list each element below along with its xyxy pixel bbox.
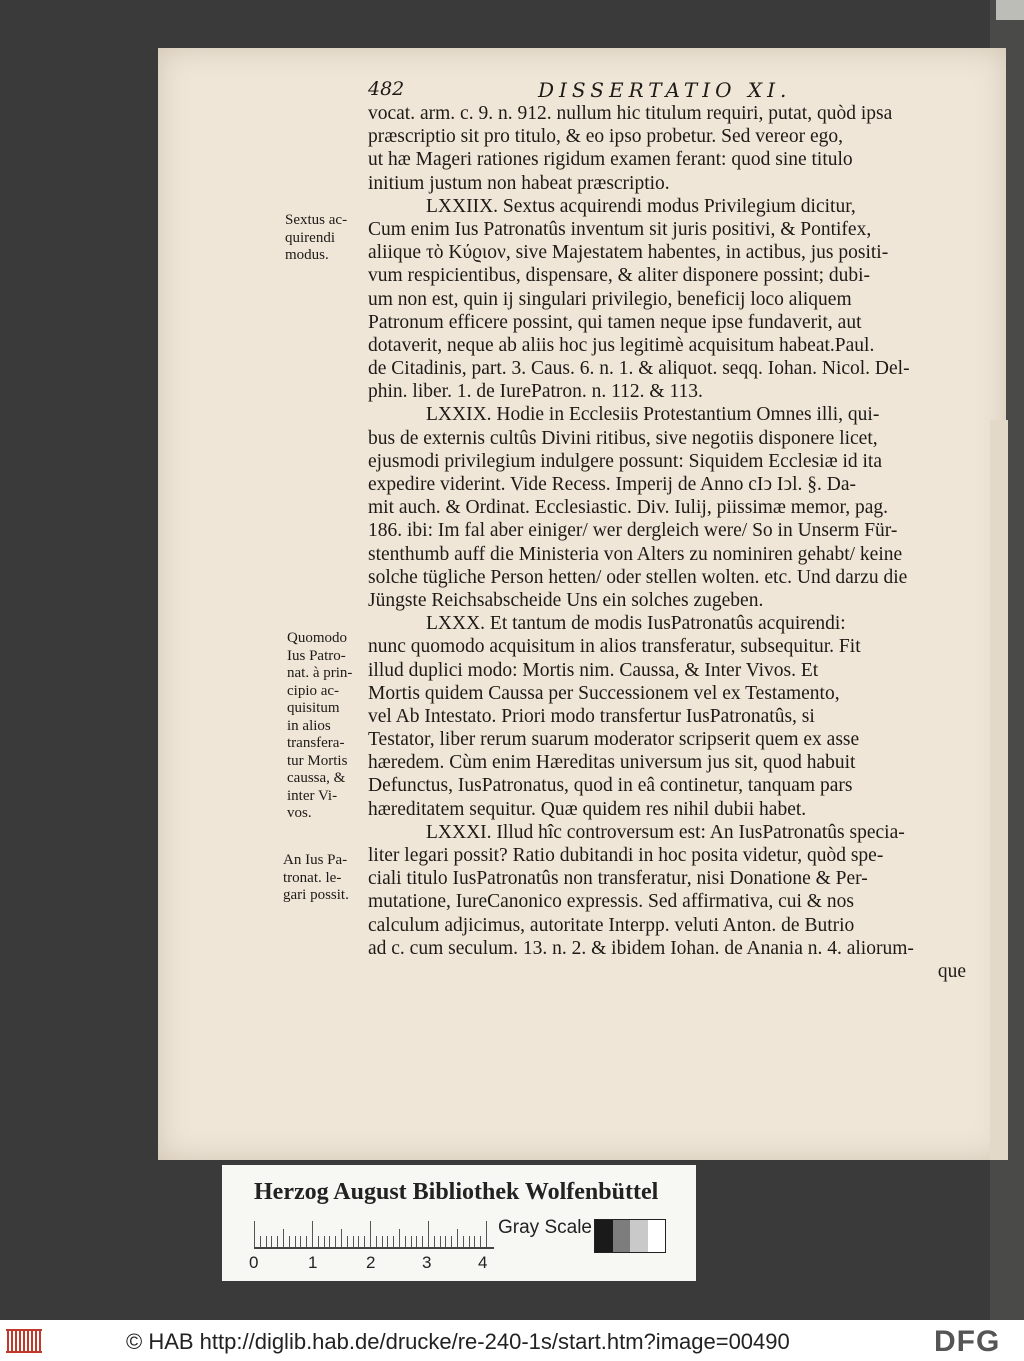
source-link[interactable]: © HAB http://diglib.hab.de/drucke/re-240-1s/start.htm?image=00490: [126, 1329, 790, 1354]
ruler-tick: [295, 1236, 296, 1247]
ruler-number: 1: [308, 1253, 318, 1272]
ruler-tick: [358, 1236, 359, 1247]
ruler-number: 3: [422, 1253, 432, 1272]
ruler-tick: [364, 1236, 365, 1247]
text-line: nunc quomodo acquisitum in alios transferatur, subsequitur. Fit: [368, 636, 861, 658]
text-line: initium justum non habeat præscriptio.: [368, 172, 670, 194]
ruler-tick: [254, 1221, 255, 1247]
text-line: aliique τὸ Κύϱιον, sive Majestatem habentes, in actibus, jus positi-: [368, 242, 889, 264]
ruler-tick: [266, 1236, 267, 1247]
edge-strip: [996, 0, 1024, 20]
gray-patch: [595, 1220, 613, 1252]
ruler-number: 0: [249, 1253, 259, 1272]
text-line: bus de externis cultûs Divini ritibus, sive negotiis disponere licet,: [368, 427, 878, 449]
gray-patch: [613, 1220, 631, 1252]
running-head: DISSERTATIO XI.: [538, 78, 792, 102]
text-line: præscriptio sit pro titulo, & eo ipso probetur. Sed vereor ego,: [368, 126, 843, 148]
ruler-tick: [271, 1236, 272, 1247]
ruler-tick: [277, 1236, 278, 1247]
ruler-tick: [445, 1236, 446, 1247]
margin-note-line: tur Mortis: [287, 752, 348, 769]
ruler-tick: [376, 1236, 377, 1247]
ruler-tick: [486, 1221, 487, 1247]
margin-note-line: cipio ac-: [287, 682, 340, 699]
ruler-tick: [405, 1236, 406, 1247]
ruler-tick: [353, 1236, 354, 1247]
page-edge-shade: [990, 420, 1008, 1160]
gray-scale-label: Gray Scale: [498, 1217, 592, 1238]
margin-note-line: An Ius Pa-: [283, 852, 348, 868]
gray-scale-patches: [594, 1219, 666, 1253]
text-line: stenthumb auff die Ministeria von Alters zu nominiren gehabt/ keine: [368, 543, 903, 565]
ruler-tick: [428, 1221, 429, 1247]
hab-logo-icon: [6, 1328, 46, 1354]
ruler-tick: [387, 1236, 388, 1247]
text-line: ciali titulo IusPatronatûs non transferatur, nisi Donatione & Per-: [368, 868, 868, 890]
text-line: illud duplici modo: Mortis nim. Caussa, & Inter Vivos. Et: [368, 659, 819, 681]
gray-patch: [630, 1220, 648, 1252]
text-line: Jüngste Reichsabscheide Uns ein solches zugeben.: [368, 589, 764, 611]
ruler-tick: [474, 1236, 475, 1247]
ruler-tick: [300, 1236, 301, 1247]
ruler-tick: [393, 1236, 394, 1247]
ruler-tick: [463, 1236, 464, 1247]
text-line: Defunctus, IusPatronatus, quod in eâ continetur, tanquam pars: [368, 775, 853, 797]
ruler-tick: [480, 1236, 481, 1247]
text-line: Testator, liber rerum suarum moderator scripserit quem ex asse: [368, 729, 860, 751]
ruler-tick: [370, 1221, 371, 1247]
text-line: calculum adjicimus, autoritate Interpp. veluti Anton. de Butrio: [368, 914, 855, 936]
margin-note-line: tronat. le-: [283, 869, 342, 886]
text-line: LXXIX. Hodie in Ecclesiis Protestantium Omnes illi, qui-: [426, 404, 880, 426]
text-line: liter legari possit? Ratio dubitandi in hoc posita videtur, quòd spe-: [368, 845, 884, 866]
text-line: vum respicientibus, dispensare, & aliter disponere possint; dubi-: [368, 265, 871, 287]
text-line: um non est, quin ij singulari privilegio, beneficij loco aliquem: [368, 288, 852, 310]
margin-note-line: quisitum: [287, 700, 340, 716]
margin-note-line: vos.: [287, 805, 312, 821]
ruler-tick: [306, 1236, 307, 1247]
text-line: ut hæ Mageri rationes rigidum examen ferant: quod sine titulo: [368, 149, 853, 171]
ruler-tick: [411, 1236, 412, 1247]
text-line: vocat. arm. c. 9. n. 912. nullum hic titulum requiri, putat, quòd ipsa: [368, 103, 893, 124]
text-line: solche tügliche Person hetten/ oder stellen wolten. etc. Und darzu die: [368, 566, 908, 588]
ruler-tick: [289, 1236, 290, 1247]
ruler-tick: [260, 1236, 261, 1247]
margin-note: [283, 852, 373, 905]
text-line: Patronum efficere possint, qui tamen neque ipse fundaverit, aut: [368, 311, 862, 333]
margin-note: [287, 630, 371, 823]
dfg-logo: DFG: [934, 1325, 1001, 1358]
margin-note-line: caussa, &: [287, 770, 346, 786]
margin-note-line: nat. à prin-: [287, 665, 353, 681]
text-line: ad c. cum seculum. 13. n. 2. & ibidem Iohan. de Anania n. 4. aliorum-: [368, 937, 914, 959]
text-line: phin. liber. 1. de IurePatron. n. 112. & 113.: [368, 381, 703, 403]
ruler-tick: [416, 1236, 417, 1247]
text-line: 186. ibi: Im fal aber einiger/ wer dergleich were/ So in Unserm Für-: [368, 520, 898, 542]
color-calibration-card: [222, 1165, 696, 1281]
ruler-tick: [329, 1236, 330, 1247]
ruler-tick: [283, 1229, 284, 1247]
margin-note-line: Ius Patro-: [287, 647, 346, 664]
text-line: expedire viderint. Vide Recess. Imperij de Anno cIↄ Iↄl. §. Da-: [368, 474, 856, 495]
margin-note-line: modus.: [285, 247, 329, 263]
ruler-number: 4: [478, 1253, 488, 1272]
text-line: ejusmodi privilegium indulgere possunt: Siquidem Ecclesiæ id ita: [368, 450, 882, 472]
text-line: Cum enim Ius Patronatûs inventum sit juris positivi, & Pontifex,: [368, 218, 872, 240]
ruler: [254, 1219, 494, 1249]
ruler-tick: [451, 1236, 452, 1247]
page-number: 482: [368, 78, 405, 100]
margin-note-line: quirendi: [285, 229, 335, 246]
margin-note-line: transfera-: [287, 735, 345, 751]
ruler-tick: [318, 1236, 319, 1247]
margin-note-line: inter Vi-: [287, 787, 338, 804]
margin-note-line: Quomodo: [287, 630, 347, 646]
margin-note-line: Sextus ac-: [285, 212, 348, 228]
ruler-tick: [422, 1236, 423, 1247]
ruler-tick: [382, 1236, 383, 1247]
body-text: [368, 102, 980, 983]
text-line: mutatione, IureCanonico expressis. Sed affirmativa, cui & nos: [368, 891, 854, 913]
margin-note-line: gari possit.: [283, 887, 349, 903]
ruler-tick: [312, 1221, 313, 1247]
text-line: hæredem. Cùm enim Hæreditas universum jus sit, quod habuit: [368, 752, 856, 774]
ruler-tick: [434, 1236, 435, 1247]
footer-bar: [0, 1320, 1024, 1361]
ruler-tick: [347, 1236, 348, 1247]
margin-note-line: in alios: [287, 717, 331, 734]
text-line: que: [937, 960, 966, 982]
text-line: LXXIIX. Sextus acquirendi modus Privilegium dicitur,: [426, 195, 856, 217]
ruler-number: 2: [366, 1253, 376, 1272]
text-line: vel Ab Intestato. Priori modo transfertur IusPatronatûs, si: [368, 705, 815, 727]
text-line: Mortis quidem Caussa per Successionem vel ex Testamento,: [368, 682, 840, 704]
ruler-tick: [324, 1236, 325, 1247]
ruler-tick: [341, 1229, 342, 1247]
ruler-tick: [457, 1229, 458, 1247]
text-line: LXXX. Et tantum de modis IusPatronatûs acquirendi:: [426, 613, 846, 635]
gray-patch: [648, 1220, 666, 1252]
ruler-tick: [469, 1236, 470, 1247]
ruler-tick: [399, 1229, 400, 1247]
text-line: LXXXI. Illud hîc controversum est: An IusPatronatûs specia-: [426, 821, 905, 843]
ruler-tick: [440, 1236, 441, 1247]
text-line: dotaverit, neque ab aliis hoc jus legitimè acquisitum habeat.Paul.: [368, 334, 875, 356]
text-line: hæreditatem sequitur. Quæ quidem res nihil dubii habet.: [368, 798, 807, 820]
text-line: mit auch. & Ordinat. Ecclesiastic. Div. Iulij, piissimæ memor, pag.: [368, 497, 889, 519]
margin-note: [285, 212, 369, 265]
text-line: de Citadinis, part. 3. Caus. 6. n. 1. & aliquot. seqq. Iohan. Nicol. Del-: [368, 358, 910, 380]
library-title: Herzog August Bibliothek Wolfenbüttel: [254, 1179, 659, 1205]
ruler-tick: [335, 1236, 336, 1247]
